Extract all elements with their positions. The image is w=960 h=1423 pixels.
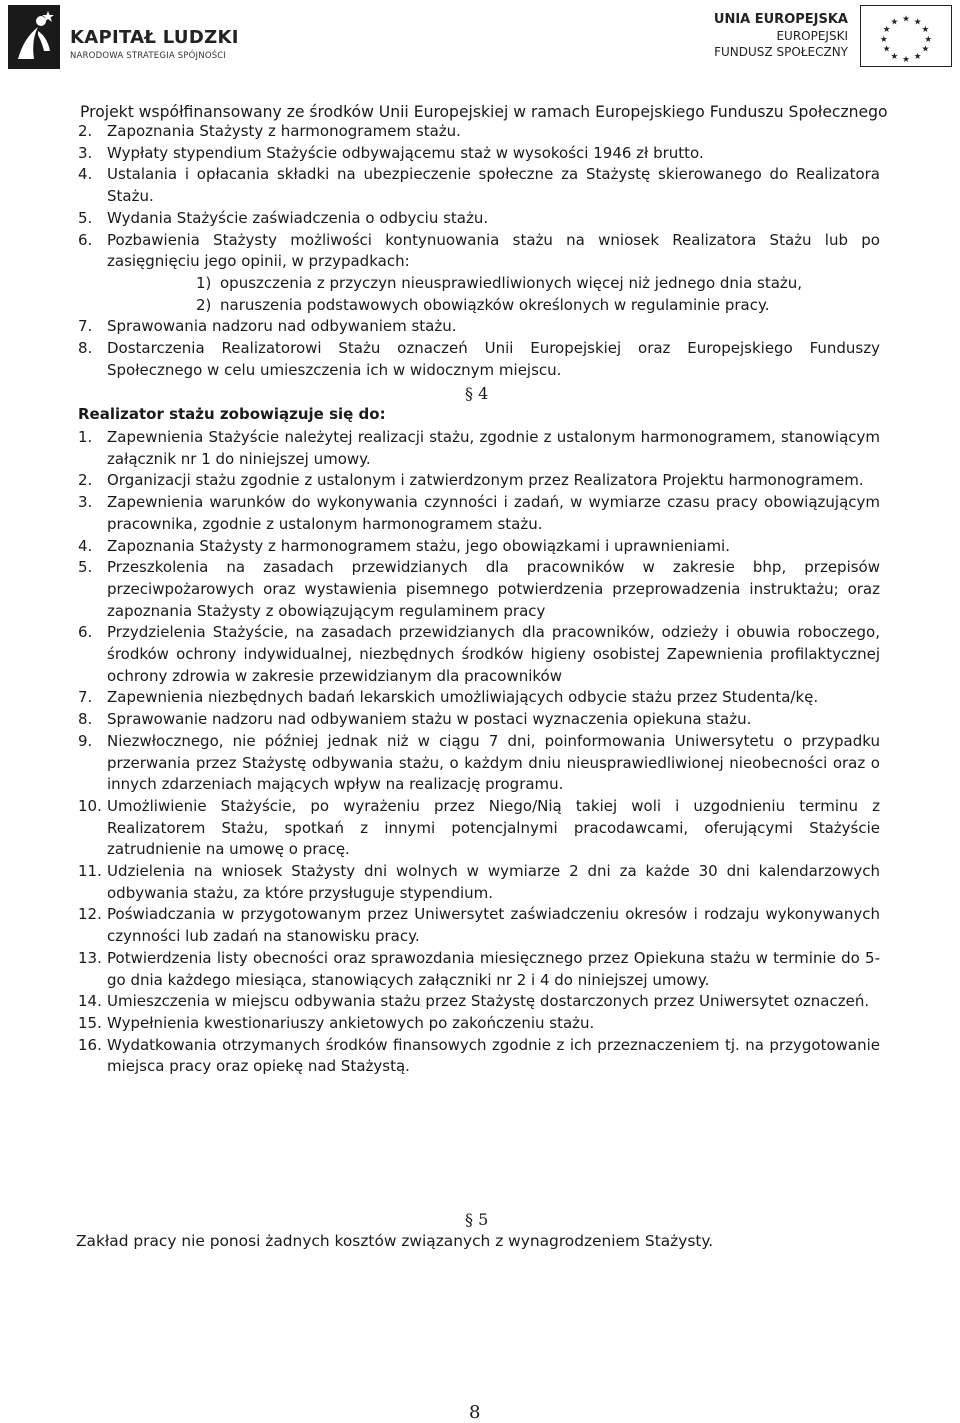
list-item xyxy=(78,338,880,381)
svg-text:★: ★ xyxy=(902,14,910,25)
list-item-text: Sprawowanie nadzoru nad odbywaniem stażu w postaci wyznaczenia opiekuna stażu. xyxy=(107,710,752,729)
list-item-number: 7. xyxy=(78,688,93,707)
list-item-number: 10. xyxy=(78,796,102,815)
list-item-number: 1. xyxy=(78,428,93,446)
svg-text:★: ★ xyxy=(924,34,933,45)
list-item xyxy=(78,904,880,947)
list-item xyxy=(78,536,880,558)
eu-logo xyxy=(692,5,952,69)
svg-text:★: ★ xyxy=(890,52,899,63)
list-item xyxy=(78,1013,880,1035)
list-item xyxy=(78,948,880,991)
list-item-text: Poświadczania w przygotowanym przez Uniwersytet zaświadczeniu okresów i rodzaju wykonywanych czynności lub zadań na stanowisku pracy. xyxy=(107,905,880,946)
section-4-heading: Realizator stażu zobowiązuje się do: xyxy=(78,405,386,423)
list-item xyxy=(78,164,880,207)
list-item-number: 3. xyxy=(78,143,93,162)
list-item-number: 11. xyxy=(78,862,102,881)
eu-logo-line2: EUROPEJSKI xyxy=(776,29,848,43)
sub-list-item-number: 1) xyxy=(196,273,212,292)
list-item xyxy=(78,991,880,1013)
svg-text:★: ★ xyxy=(882,44,891,55)
svg-text:★: ★ xyxy=(902,55,910,66)
list-item-text: Pozbawienia Stażysty możliwości kontynuowania stażu na wniosek Realizatora Stażu lub po zasięgnięciu jego opinii, w przypadkach: xyxy=(107,230,880,271)
list-item xyxy=(78,731,880,796)
list-item-text: Wypełnienia kwestionariuszy ankietowych po zakończeniu stażu. xyxy=(107,1013,595,1032)
list-item xyxy=(78,492,880,535)
list-item-number: 2. xyxy=(78,471,93,490)
list-item-number: 5. xyxy=(78,558,93,577)
list-item-text: Zapewnienia Stażyście należytej realizacji stażu, zgodnie z ustalonym harmonogramem, stanowiącym załącznik nr 1 do niniejszej umowy. xyxy=(107,428,880,468)
sub-list-item-number: 2) xyxy=(196,295,212,314)
list-item-text: Umożliwienie Stażyście, po wyrażeniu przez Niego/Nią takiej woli i uzgodnieniu terminu z Realizatorem Stażu, spotkań z innymi potencjalnymi pracodawcami, oferującymi Stażyście zatrudnienie na umowę o pracę. xyxy=(107,796,880,859)
svg-text:★: ★ xyxy=(879,34,888,45)
list-item-text: Organizacji stażu zgodnie z ustalonym i zatwierdzonym przez Realizatora Projektu harmonogramem. xyxy=(107,471,864,490)
list-item-text: Dostarczenia Realizatorowi Stażu oznaczeń Unii Europejskiej oraz Europejskiego Funduszy Społecznego w celu umieszczenia ich w widocznym miejscu. xyxy=(107,339,880,379)
list-item xyxy=(78,470,880,492)
list-item-text: Wydania Stażyście zaświadczenia o odbyciu stażu. xyxy=(107,208,489,227)
list-item-number: 13. xyxy=(78,948,102,967)
list-item-text: Ustalania i opłacania składki na ubezpieczenie społeczne za Stażystę skierowanego do Realizatora Stażu. xyxy=(107,165,880,206)
list-item-text: Udzielenia na wniosek Stażysty dni wolnych w wymiarze 2 dni za każde 30 dni kalendarzowych odbywania stażu, za które przysługuje stypendium. xyxy=(107,862,880,902)
host-obligations-list xyxy=(78,427,880,1078)
list-item xyxy=(78,316,880,338)
list-item-text: Zapoznania Stażysty z harmonogramem stażu. xyxy=(107,122,461,140)
list-item-number: 16. xyxy=(78,1035,102,1054)
svg-text:★: ★ xyxy=(882,25,891,36)
list-item xyxy=(78,687,880,709)
list-item-text: Potwierdzenia listy obecności oraz sprawozdania miesięcznego przez Opiekuna stażu w terminie do 5-go dnia każdego miesiąca, stanowiących załączniki nr 2 i 4 do niniejszej umowy. xyxy=(107,948,880,989)
page-number: 8 xyxy=(469,1402,481,1423)
svg-text:★: ★ xyxy=(890,17,899,28)
list-item-number: 14. xyxy=(78,992,102,1011)
list-item-text: Zapewnienia niezbędnych badań lekarskich umożliwiających odbycie stażu przez Studenta/kę. xyxy=(107,688,819,707)
list-item-text: Sprawowania nadzoru nad odbywaniem stażu. xyxy=(107,317,457,336)
list-item-number: 6. xyxy=(78,230,93,249)
section-5-mark: § 5 xyxy=(465,1210,489,1229)
sub-list-item xyxy=(78,295,880,317)
list-item-number: 8. xyxy=(78,710,93,729)
list-item-number: 6. xyxy=(78,623,93,642)
eu-logo-line3: FUNDUSZ SPOŁECZNY xyxy=(714,45,848,59)
svg-text:★: ★ xyxy=(913,52,922,63)
list-item xyxy=(78,143,880,165)
list-item xyxy=(78,796,880,861)
list-item-text: Zapoznania Stażysty z harmonogramem stażu, jego obowiązkami i uprawnieniami. xyxy=(107,536,730,555)
list-item xyxy=(78,861,880,904)
list-item-number: 9. xyxy=(78,731,93,750)
eu-logo-text xyxy=(714,11,848,60)
list-item-number: 8. xyxy=(78,339,93,358)
list-item xyxy=(78,427,880,470)
list-item xyxy=(78,1035,880,1078)
list-item-text: Wydatkowania otrzymanych środków finansowych zgodnie z ich przeznaczeniem tj. na przygotowanie miejsca pracy oraz opiekę nad Stażystą. xyxy=(107,1035,880,1076)
list-item xyxy=(78,230,880,273)
list-item-number: 3. xyxy=(78,493,93,512)
list-item xyxy=(78,622,880,687)
list-item xyxy=(78,121,880,143)
left-logo-title: KAPITAŁ LUDZKI xyxy=(70,27,239,48)
list-item-text: Umieszczenia w miejscu odbywania stażu przez Stażystę dostarczonych przez Uniwersytet oznaczeń. xyxy=(107,992,870,1011)
list-item xyxy=(78,557,880,622)
page-header xyxy=(0,0,960,72)
sub-list-item-text: naruszenia podstawowych obowiązków określonych w regulaminie pracy. xyxy=(220,295,770,314)
list-item-number: 15. xyxy=(78,1013,102,1032)
obligations-list-continued xyxy=(78,121,880,381)
section-5-text: Zakład pracy nie ponosi żadnych kosztów związanych z wynagrodzeniem Stażysty. xyxy=(76,1232,714,1250)
sub-list-item-text: opuszczenia z przyczyn nieusprawiedliwionych więcej niż jednego dnia stażu, xyxy=(220,273,803,292)
section-4-mark: § 4 xyxy=(465,384,489,403)
list-item-number: 7. xyxy=(78,317,93,336)
kapital-ludzki-emblem-icon xyxy=(8,5,60,69)
list-item-text: Niezwłocznego, nie później jednak niż w ciągu 7 dni, poinformowania Uniwersytetu o przypadku przerwania przez Stażystę odbywania stażu, o każdym dniu nieusprawiedliwionej nieobecności oraz o innych zdarzeniach mających wpływ na realizację programu. xyxy=(107,731,880,794)
list-item-number: 4. xyxy=(78,536,93,555)
list-item-number: 5. xyxy=(78,208,93,227)
list-item-number: 2. xyxy=(78,122,93,140)
list-item-text: Przeszkolenia na zasadach przewidzianych dla pracowników w zakresie bhp, przepisów przeciwpożarowych oraz wystawienia pisemnego potwierdzenia przeprowadzenia instruktażu; oraz zapoznania Stażysty z obowiązującym regulaminem pracy xyxy=(107,558,880,620)
list-item-text: Wypłaty stypendium Stażyście odbywającemu staż w wysokości 1946 zł brutto. xyxy=(107,143,704,162)
list-item-text: Zapewnienia warunków do wykonywania czynności i zadań, w wymiarze czasu pracy obowiązującym pracownika, zgodnie z ustalonym harmonogramem stażu. xyxy=(107,493,880,533)
eu-logo-line1: UNIA EUROPEJSKA xyxy=(713,12,848,27)
eu-flag-icon xyxy=(860,5,952,67)
cofinancing-note: Projekt współfinansowany ze środków Unii Europejskiej w ramach Europejskiego Funduszu Społecznego xyxy=(80,103,888,121)
kapital-ludzki-logo xyxy=(8,5,268,69)
list-item xyxy=(78,208,880,230)
list-item-number: 4. xyxy=(78,165,93,184)
list-item-text: Przydzielenia Stażyście, na zasadach przewidzianych dla pracowników, odzieży i obuwia roboczego, środków ochrony indywidualnej, niezbędnych środków higieny osobistej Zapewnienia profilaktycznej ochrony zdrowia w zakresie przewidzianym dla pracowników xyxy=(107,623,880,685)
svg-text:★: ★ xyxy=(913,17,922,28)
left-logo-subtitle: NARODOWA STRATEGIA SPÓJNOŚCI xyxy=(70,51,227,61)
list-item xyxy=(78,709,880,731)
sub-list-item xyxy=(78,273,880,295)
svg-text:★: ★ xyxy=(921,25,930,36)
svg-text:★: ★ xyxy=(921,44,930,55)
list-item-number: 12. xyxy=(78,905,102,924)
